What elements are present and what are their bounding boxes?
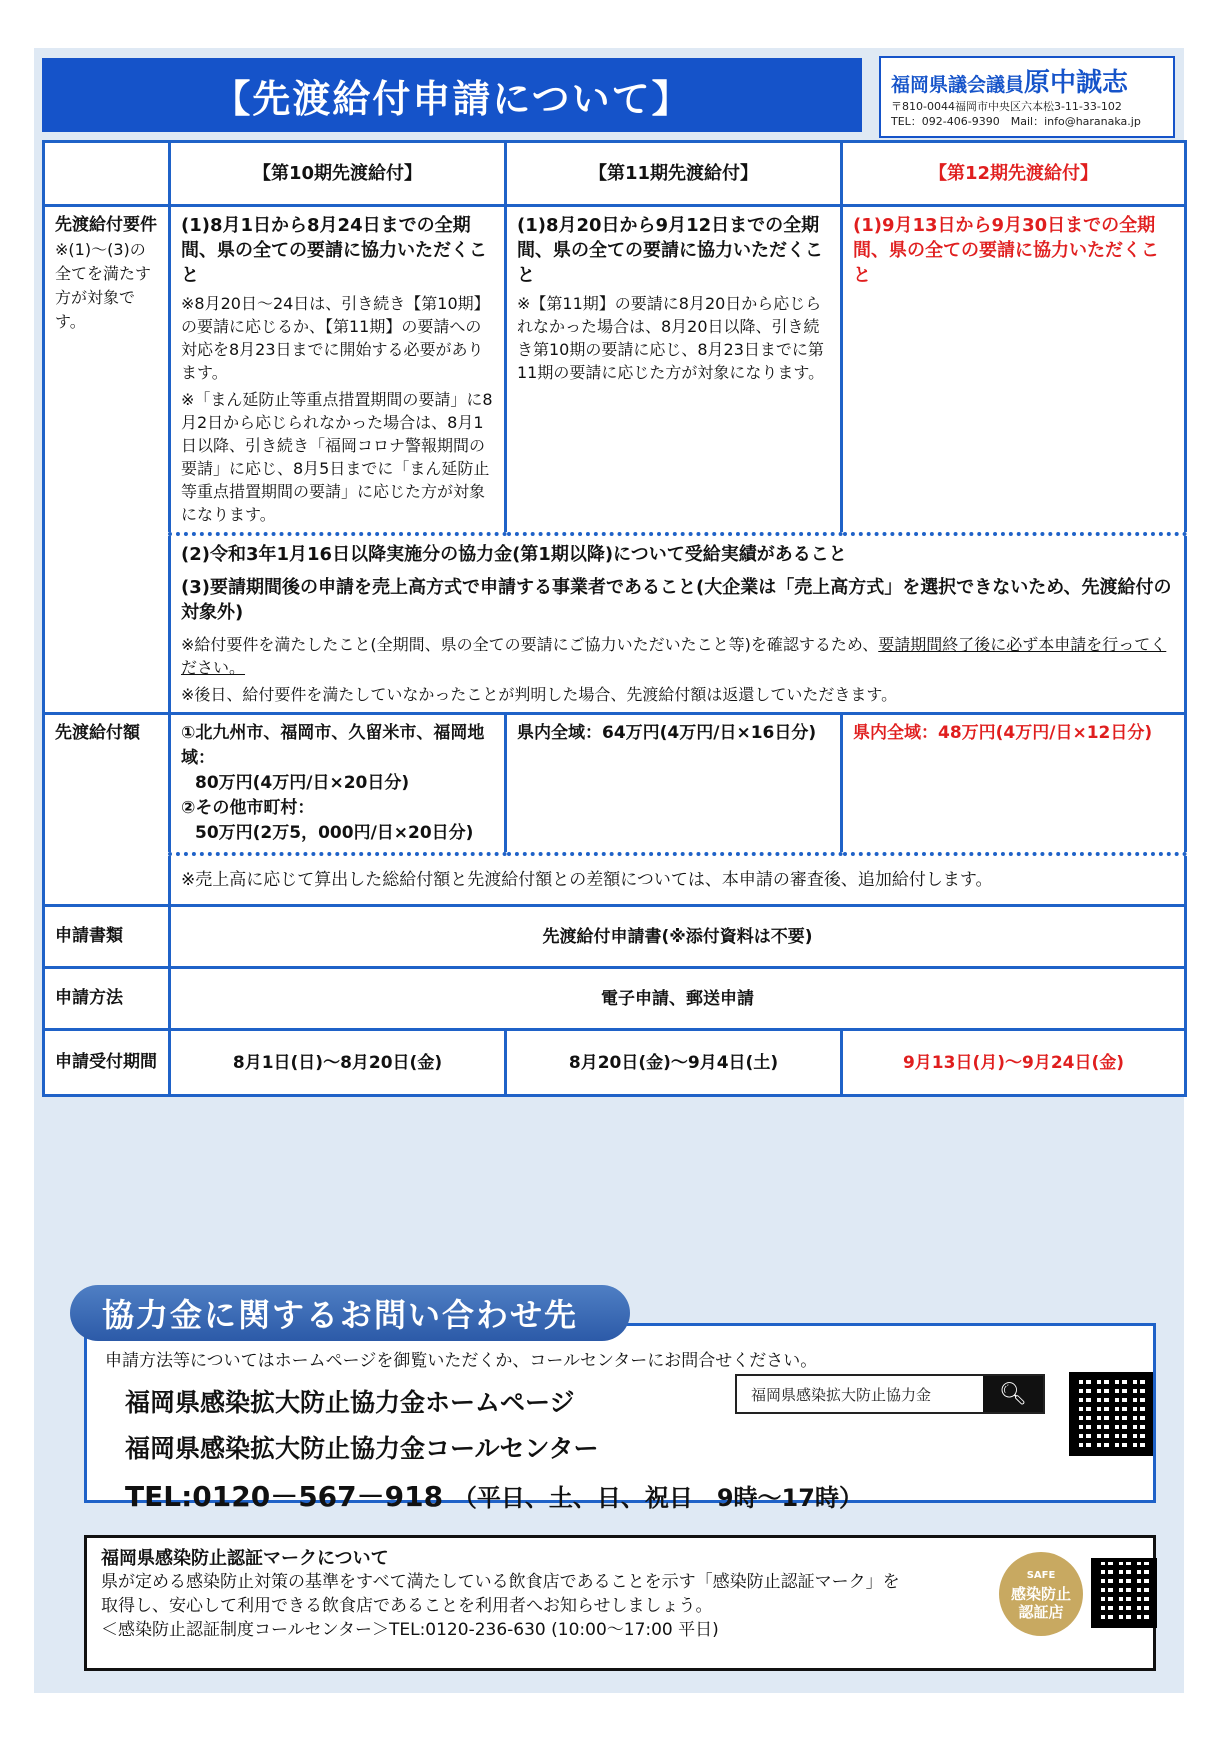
col-header-12: 【第12期先渡給付】 [842,142,1186,206]
req-cell-11: (1)8月20日から9月12日までの全期間、県の全ての要請に協力いただくこと ※【第11期】の要請に8月20日から応じられなかった場合は、8月20日以降、引き続き第10期の要請に応じ、8月23日までに第11期の要請に応じた方が対象になります。 [506,206,842,535]
amount-cell-10: ①北九州市、福岡市、久留米市、福岡地域： 80万円(4万円/日×20日分) ②その他市町村： 50万円(2万5，000円/日×20日分) [170,714,506,855]
cert-line2: 取得し、安心して利用できる飲食店であることを利用者へお知らせしましょう。 [101,1596,713,1616]
req-common-row [44,534,1186,714]
cert-title: 福岡県感染防止認証マークについて [101,1548,389,1569]
search-icon[interactable]: 🔍︎ [983,1376,1043,1412]
col-header-10: 【第10期先渡給付】 [170,142,506,206]
author-box [879,56,1175,138]
note-a: ※給付要件を満たしたこと(全期間、県の全ての要請にご協力いただいたこと等)を確認するため、要請期間終了後に必ず本申請を行ってください。 [181,635,1167,677]
benefit-table [42,140,1187,1097]
amount-cell-12: 県内全域：48万円(4万円/日×12日分) [842,714,1186,855]
period-label: 申請受付期間 [44,1030,170,1096]
amount-note-row [44,854,1186,906]
cert-line3: ＜感染防止認証制度コールセンター＞TEL:0120-236-630 (10:00～17:00 平日) [101,1620,719,1640]
callcenter-label: 福岡県感染拡大防止協力金コールセンター [125,1434,599,1463]
req2: (2)令和3年1月16日以降実施分の協力金(第1期以降)について受給実績があること [181,544,847,565]
author-address: 〒810-0044福岡市中央区六本松3-11-33-102 [891,100,1122,113]
amount-cell-11: 県内全域：64万円(4万円/日×16日分) [506,714,842,855]
docs-label: 申請書類 [44,906,170,968]
req-cell-10: (1)8月1日から8月24日までの全期間、県の全ての要請に協力いただくこと ※8月20日～24日は、引き続き【第10期】の要請に応じるか、【第11期】の要請への対応を8月23日までに開始する必要があります。 ※「まん延防止等重点措置期間の要請」に8月2日から応じられなかった場合は、8月1日以降、引き続き「福岡コロナ警報期間の要請」に応じ、8月5日までに「まん延防止等重点措置期間の要請」に応じた方が対象になります。 [170,206,506,535]
page-title: 【先渡給付申請について】 [212,76,692,121]
cert-qr-code-icon [1091,1558,1157,1628]
note-b: ※後日、給付要件を満たしていなかったことが判明した場合、先渡給付額は返還していただきます。 [181,685,898,704]
certification-badge-icon: SAFE 感染防止認証店 [999,1552,1083,1636]
search-box[interactable] [735,1374,1045,1414]
qr-code-icon [1069,1372,1153,1456]
inquiry-box [84,1323,1156,1513]
inquiry-tab: 協力金に関するお問い合わせ先 [70,1285,630,1341]
cert-line1: 県が定める感染防止対策の基準をすべて満たしている飲食店であることを示す「感染防止認証マーク」を [101,1572,900,1592]
period-11: 8月20日(金)～9月4日(土) [506,1030,842,1096]
homepage-label[interactable]: 福岡県感染拡大防止協力金ホームページ [125,1388,575,1417]
search-input[interactable]: 福岡県感染拡大防止協力金 [751,1385,932,1404]
method-label: 申請方法 [44,968,170,1030]
inquiry-tel: TEL:0120－567－918 （平日、土、日、祝日 9時～17時） [125,1480,863,1513]
inquiry-intro: 申請方法等についてはホームページを御覧いただくか、コールセンターにお問合せください。 [105,1351,818,1371]
col-header-11: 【第11期先渡給付】 [506,142,842,206]
amount-row [44,714,1186,855]
period-row [44,1030,1186,1096]
req-cell-12: (1)9月13日から9月30日までの全期間、県の全ての要請に協力いただくこと [842,206,1186,535]
author-name: 福岡県議会議員原中誠志 [891,68,1129,98]
docs-row [44,906,1186,968]
author-contact: TEL：092-406-9390 Mail：info@haranaka.jp [891,115,1141,128]
req-row [44,206,1186,535]
amount-label: 先渡給付額 [44,714,170,906]
req-label-cell [44,206,170,714]
title-banner [42,58,862,132]
cert-box [84,1535,1156,1671]
req-common-cell [170,534,1186,714]
page [34,48,1184,1693]
docs-value: 先渡給付申請書(※添付資料は不要) [170,906,1186,968]
period-12: 9月13日(月)～9月24日(金) [842,1030,1186,1096]
req-label: 先渡給付要件 [55,215,157,235]
table-header-row [44,142,1186,206]
req3: (3)要請期間後の申請を売上高方式で申請する事業者であること(大企業は「売上高方式」を選択できないため、先渡給付の対象外) [181,577,1172,623]
req-label-note: ※(1)～(3)の全てを満たす方が対象です。 [55,240,152,331]
method-row [44,968,1186,1030]
method-value: 電子申請、郵送申請 [170,968,1186,1030]
amount-note: ※売上高に応じて算出した総給付額と先渡給付額との差額については、本申請の審査後、追加給付します。 [170,854,1186,906]
period-10: 8月1日(日)～8月20日(金) [170,1030,506,1096]
